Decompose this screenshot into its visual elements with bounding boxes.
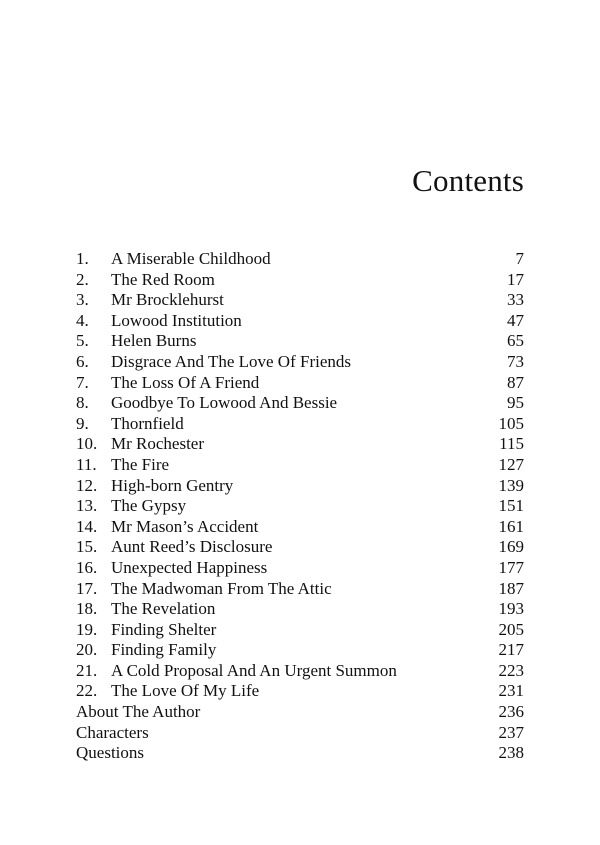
toc-entry[interactable] — [76, 558, 524, 579]
toc-entry[interactable] — [76, 517, 524, 538]
chapter-number: 20. — [76, 640, 98, 660]
page-number: 193 — [498, 599, 524, 619]
chapter-number: 21. — [76, 660, 98, 680]
toc-entry[interactable] — [76, 496, 524, 517]
chapter-title: Mr Mason’s Accident — [111, 516, 259, 536]
chapter-title: The Love Of My Life — [111, 681, 260, 701]
chapter-number: 10. — [76, 434, 98, 454]
chapter-title: Disgrace And The Love Of Friends — [111, 351, 351, 371]
page-number: 236 — [498, 702, 524, 722]
page-number: 217 — [498, 640, 524, 660]
chapter-title: Finding Shelter — [111, 619, 217, 639]
page-number: 127 — [498, 454, 524, 474]
chapter-title: Lowood Institution — [111, 310, 242, 330]
page-number: 177 — [498, 557, 524, 577]
page-number: 105 — [498, 413, 524, 433]
chapter-number: 9. — [76, 413, 89, 433]
page-number: 47 — [507, 310, 524, 330]
page-number: 231 — [498, 681, 524, 701]
page-number: 33 — [507, 290, 524, 310]
chapter-number: 14. — [76, 516, 98, 536]
toc-entry[interactable] — [76, 579, 524, 600]
chapter-number: 12. — [76, 475, 98, 495]
toc-entry[interactable] — [76, 640, 524, 661]
chapter-title: Finding Family — [111, 640, 217, 660]
toc-entry[interactable] — [76, 681, 524, 702]
chapter-title: Mr Brocklehurst — [111, 290, 224, 310]
chapter-number: 17. — [76, 578, 98, 598]
chapter-number: 13. — [76, 496, 98, 516]
chapter-number: 3. — [76, 290, 89, 310]
section-title: Questions — [76, 743, 144, 763]
page-number: 17 — [507, 269, 524, 289]
toc-entry[interactable] — [76, 393, 524, 414]
page-number: 187 — [498, 578, 524, 598]
chapter-number: 1. — [76, 249, 89, 268]
page-number: 169 — [498, 537, 524, 557]
chapter-number: 4. — [76, 310, 89, 330]
page-number: 238 — [498, 743, 524, 763]
chapter-number: 15. — [76, 537, 98, 557]
page-number: 139 — [498, 475, 524, 495]
section-title: About The Author — [76, 702, 201, 722]
chapter-number: 5. — [76, 331, 89, 351]
toc-entry[interactable] — [76, 373, 524, 394]
toc-entry[interactable] — [76, 599, 524, 620]
toc-entry[interactable] — [76, 434, 524, 455]
toc-entry-questions[interactable] — [76, 743, 524, 764]
chapter-number: 18. — [76, 599, 98, 619]
chapter-title: Unexpected Happiness — [111, 557, 268, 577]
toc-entry[interactable] — [76, 476, 524, 497]
page-number: 223 — [498, 660, 524, 680]
toc-entry[interactable] — [76, 537, 524, 558]
toc-entry[interactable] — [76, 620, 524, 641]
chapter-number: 19. — [76, 619, 98, 639]
page-number: 73 — [507, 351, 524, 371]
toc-entry[interactable] — [76, 270, 524, 291]
chapter-title: The Red Room — [111, 269, 215, 289]
chapter-title: The Loss Of A Friend — [111, 372, 260, 392]
chapter-title: High-born Gentry — [111, 475, 234, 495]
chapter-title: Thornfield — [111, 413, 184, 433]
chapter-title: Aunt Reed’s Disclosure — [111, 537, 273, 557]
chapter-title: Helen Burns — [111, 331, 197, 351]
chapter-title: A Cold Proposal And An Urgent Summon — [111, 660, 397, 680]
page-number: 65 — [507, 331, 524, 351]
section-title: Characters — [76, 722, 149, 742]
chapter-title: The Gypsy — [111, 496, 187, 516]
chapter-number: 22. — [76, 681, 98, 701]
page-number: 237 — [498, 722, 524, 742]
page-number: 87 — [507, 372, 524, 392]
toc-entry[interactable] — [76, 414, 524, 435]
chapter-title: The Madwoman From The Attic — [111, 578, 332, 598]
page-number: 205 — [498, 619, 524, 639]
chapter-number: 7. — [76, 372, 89, 392]
toc-entry[interactable] — [76, 311, 524, 332]
chapter-title: The Fire — [111, 454, 170, 474]
table-of-contents — [76, 249, 524, 764]
toc-entry[interactable] — [76, 249, 524, 270]
toc-entry-about-author[interactable] — [76, 702, 524, 723]
page-number: 161 — [498, 516, 524, 536]
page-number: 151 — [498, 496, 524, 516]
page-number: 95 — [507, 393, 524, 413]
chapter-number: 2. — [76, 269, 89, 289]
page-number: 7 — [515, 249, 524, 268]
chapter-number: 6. — [76, 351, 89, 371]
chapter-number: 8. — [76, 393, 89, 413]
chapter-title: A Miserable Childhood — [111, 249, 271, 268]
toc-entry-characters[interactable] — [76, 723, 524, 744]
toc-entry[interactable] — [76, 455, 524, 476]
chapter-title: Mr Rochester — [111, 434, 205, 454]
toc-entry[interactable] — [76, 352, 524, 373]
toc-entry[interactable] — [76, 331, 524, 352]
chapter-title: The Revelation — [111, 599, 216, 619]
page-title: Contents — [412, 163, 524, 198]
toc-entry[interactable] — [76, 661, 524, 682]
page-number: 115 — [499, 434, 524, 454]
chapter-title: Goodbye To Lowood And Bessie — [111, 393, 338, 413]
toc-entry[interactable] — [76, 290, 524, 311]
chapter-number: 11. — [76, 454, 97, 474]
chapter-number: 16. — [76, 557, 98, 577]
